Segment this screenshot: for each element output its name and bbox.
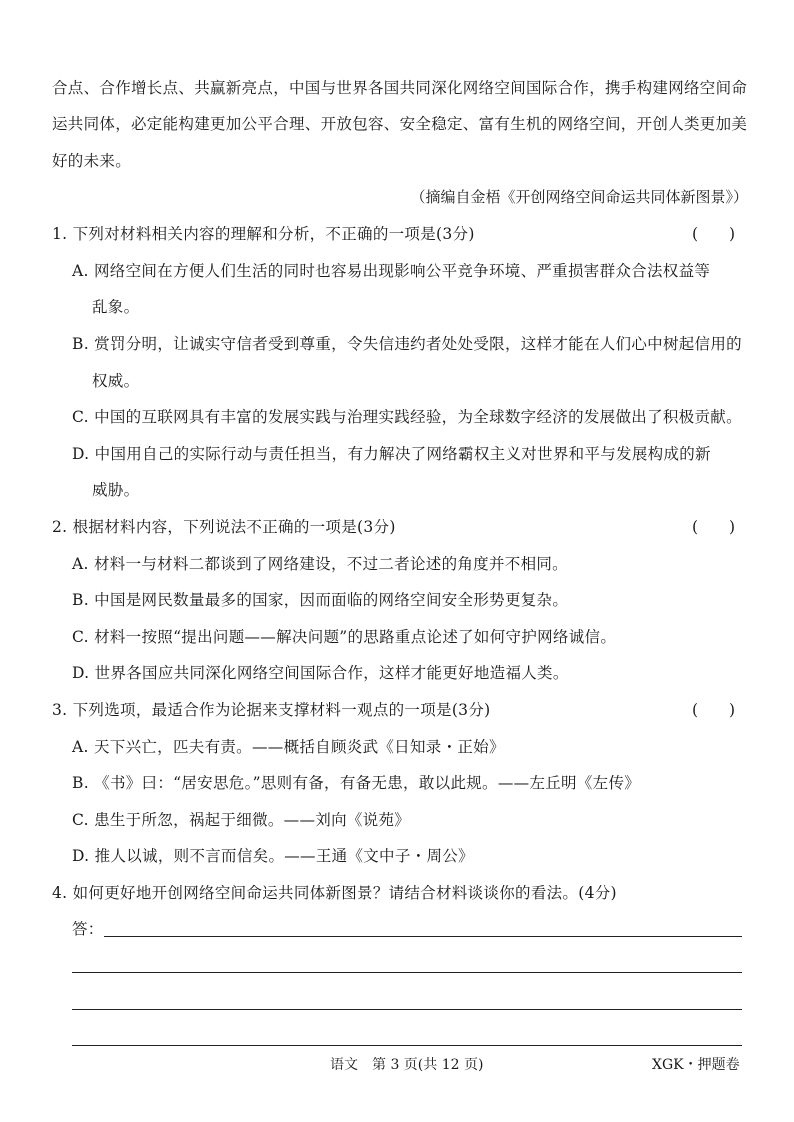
option-label: C. [72, 628, 89, 646]
option-text: 推人以诚，则不言而信矣。——王通《文中子・周公》 [94, 847, 474, 865]
option-text: 中国是网民数量最多的国家，因而面临的网络空间安全形势更复杂。 [94, 591, 569, 609]
question-1-option-b [72, 334, 742, 354]
question-3-option-d [72, 846, 474, 866]
intro-line-1: 合点、合作增长点、共赢新亮点，中国与世界各国共同深化网络空间国际合作，携手构建网络空间命 [52, 79, 748, 97]
question-3-option-c [72, 810, 410, 830]
question-1-option-c [72, 407, 742, 427]
answer-line-4[interactable] [72, 1045, 742, 1046]
answer-label: 答： [72, 920, 104, 938]
answer-line-3[interactable] [72, 1009, 742, 1010]
source-citation: （摘编自金梧《开创网络空间命运共同体新图景》） [410, 188, 748, 206]
option-label: B. [72, 335, 89, 353]
option-label: B. [72, 591, 89, 609]
question-1-option-b-cont: 权威。 [92, 372, 140, 390]
option-text: 中国的互联网具有丰富的发展实践与治理实践经验，为全球数字经济的发展做出了积极贡献。 [94, 408, 742, 426]
question-3-option-a [72, 737, 505, 757]
option-label: A. [72, 555, 89, 573]
option-label: B. [72, 774, 89, 792]
option-label: C. [72, 811, 89, 829]
question-2-option-a [72, 554, 568, 574]
option-label: D. [72, 664, 90, 682]
question-2-option-b [72, 590, 568, 610]
question-1-option-d [72, 444, 711, 464]
option-label: A. [72, 262, 89, 280]
question-1-option-a-cont: 乱象。 [92, 298, 140, 316]
option-text: 中国用自己的实际行动与责任担当，有力解决了网络霸权主义对世界和平与发展构成的新 [94, 445, 711, 463]
option-text: 材料一按照“提出问题——解决问题”的思路重点论述了如何守护网络诚信。 [94, 628, 617, 646]
option-text: 《书》曰：“居安思危。”思则有备，有备无患，敢以此规。——左丘明《左传》 [94, 774, 641, 792]
question-1-stem: 1. 下列对材料相关内容的理解和分析，不正确的一项是(3分) [52, 225, 475, 243]
question-3-option-b [72, 773, 640, 793]
question-2-stem: 2. 根据材料内容，下列说法不正确的一项是(3分) [52, 518, 396, 536]
option-text: 患生于所忽，祸起于细微。——刘向《说苑》 [94, 811, 411, 829]
question-2-option-c [72, 627, 616, 647]
question-2-answer-paren[interactable]: ( ) [692, 518, 736, 536]
option-text: 天下兴亡，匹夫有责。——概括自顾炎武《日知录・正始》 [93, 738, 505, 756]
page-number: 语文 第 3 页(共 12 页) [330, 1057, 484, 1073]
question-3-answer-paren[interactable]: ( ) [692, 701, 736, 719]
question-1-option-a [72, 261, 710, 281]
question-1-answer-paren[interactable]: ( ) [692, 225, 736, 243]
exam-code: XGK・押题卷 [652, 1057, 740, 1073]
question-3-stem: 3. 下列选项，最适合作为论据来支撑材料一观点的一项是(3分) [52, 701, 491, 719]
option-text: 网络空间在方便人们生活的同时也容易出现影响公平竞争环境、严重损害群众合法权益等 [93, 262, 711, 280]
option-text: 世界各国应共同深化网络空间国际合作，这样才能更好地造福人类。 [94, 664, 569, 682]
option-label: D. [72, 445, 90, 463]
question-4-stem: 4. 如何更好地开创网络空间命运共同体新图景？请结合材料谈谈你的看法。(4分) [52, 884, 617, 902]
question-2-option-d [72, 663, 569, 683]
intro-line-3: 好的未来。 [52, 152, 132, 170]
option-text: 材料一与材料二都谈到了网络建设，不过二者论述的角度并不相同。 [93, 555, 568, 573]
answer-line-1[interactable] [104, 936, 742, 937]
option-label: D. [72, 847, 90, 865]
question-1-option-d-cont: 威胁。 [92, 481, 140, 499]
option-label: A. [72, 738, 89, 756]
option-text: 赏罚分明，让诚实守信者受到尊重，令失信违约者处处受限，这样才能在人们心中树起信用的 [94, 335, 742, 353]
answer-line-2[interactable] [72, 972, 742, 973]
option-label: C. [72, 408, 89, 426]
intro-line-2: 运共同体，必定能构建更加公平合理、开放包容、安全稳定、富有生机的网络空间，开创人类更加美 [52, 115, 748, 133]
